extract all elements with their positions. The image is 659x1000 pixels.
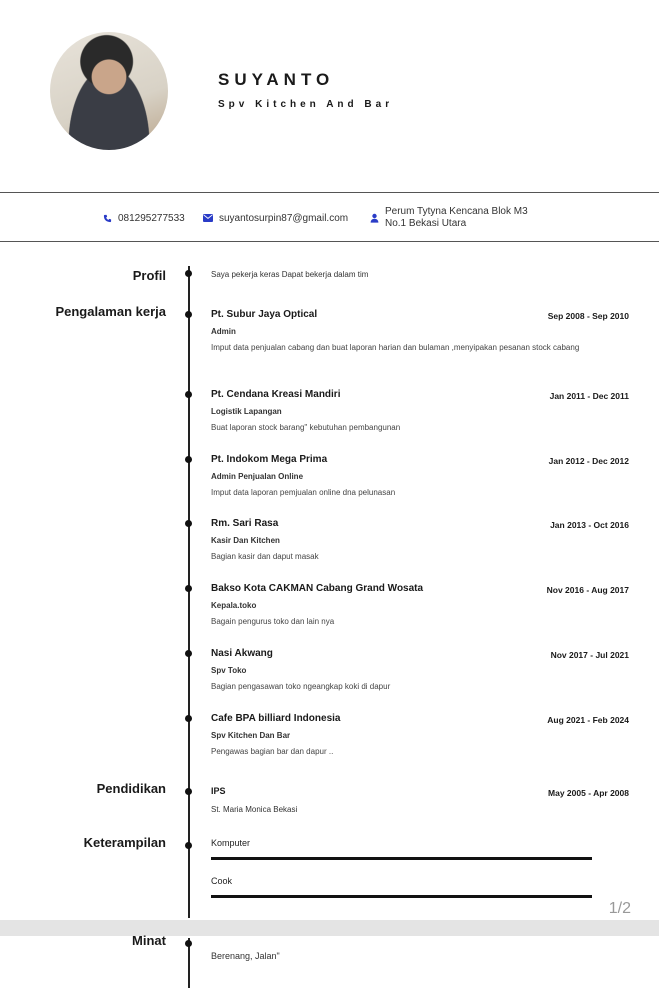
timeline-dot-skills bbox=[185, 842, 192, 849]
contact-phone bbox=[103, 193, 185, 243]
skill-name: Cook bbox=[211, 876, 233, 886]
experience-dates: Nov 2016 - Aug 2017 bbox=[546, 585, 629, 595]
skill-level-bar bbox=[211, 895, 592, 898]
timeline-dot-education bbox=[185, 788, 192, 795]
timeline-dot-experience bbox=[185, 650, 192, 657]
profile-photo bbox=[50, 32, 168, 150]
experience-dates: Jan 2011 - Dec 2011 bbox=[549, 391, 629, 401]
experience-description: Imput data penjualan cabang dan buat laporan harian dan bulaman ,menyipakan pesanan stock cabang bbox=[211, 343, 580, 352]
experience-company: Nasi Akwang bbox=[211, 648, 273, 659]
experience-company: Rm. Sari Rasa bbox=[211, 518, 279, 529]
address-line-1: Perum Tytyna Kencana Blok M3 bbox=[385, 206, 528, 217]
email-address: suyantosurpin87@gmail.com bbox=[219, 212, 349, 224]
experience-dates: Jan 2013 - Oct 2016 bbox=[550, 520, 629, 530]
timeline-dot-experience bbox=[185, 715, 192, 722]
timeline-dot-experience bbox=[185, 391, 192, 398]
page-number: 1/2 bbox=[608, 900, 631, 917]
timeline-dot-experience bbox=[185, 585, 192, 592]
experience-description: Buat laporan stock barang" kebutuhan pembangunan bbox=[211, 423, 401, 432]
phone-number: 081295277533 bbox=[118, 212, 185, 224]
timeline-dot-experience bbox=[185, 456, 192, 463]
experience-description: Bagain pengurus toko dan lain nya bbox=[211, 617, 335, 626]
skill-level-bar bbox=[211, 857, 592, 860]
experience-dates: Aug 2021 - Feb 2024 bbox=[547, 715, 629, 725]
education-school: St. Maria Monica Bekasi bbox=[211, 805, 298, 814]
experience-role: Spv Toko bbox=[211, 666, 247, 675]
experience-description: Imput data laporan pemjualan online dna pelunasan bbox=[211, 488, 396, 497]
experience-company: Bakso Kota CAKMAN Cabang Grand Wosata bbox=[211, 583, 424, 594]
candidate-name: SUYANTO bbox=[218, 70, 335, 89]
phone-icon bbox=[103, 214, 112, 223]
timeline-dot-experience bbox=[185, 311, 192, 318]
page-separator bbox=[0, 920, 659, 936]
experience-role: Kepala.toko bbox=[211, 601, 257, 610]
timeline-dot-profile bbox=[185, 270, 192, 277]
experience-description: Bagian pengasawan toko ngeangkap koki di dapur bbox=[211, 682, 391, 691]
timeline-dot-interests bbox=[185, 940, 192, 947]
interests-text: Berenang, Jalan" bbox=[211, 951, 280, 961]
education-dates: May 2005 - Apr 2008 bbox=[548, 788, 629, 798]
resume-header bbox=[0, 0, 659, 192]
timeline-line bbox=[188, 266, 190, 918]
experience-company: Pt. Cendana Kreasi Mandiri bbox=[211, 389, 341, 400]
candidate-job-title: Spv Kitchen And Bar bbox=[218, 99, 394, 110]
location-icon bbox=[370, 213, 379, 223]
experience-company: Pt. Subur Jaya Optical bbox=[211, 309, 318, 320]
contact-address bbox=[370, 193, 528, 243]
section-label-interests: Minat bbox=[132, 933, 166, 948]
address-text bbox=[385, 206, 528, 230]
timeline-dot-experience bbox=[185, 520, 192, 527]
experience-role: Admin Penjualan Online bbox=[211, 472, 304, 481]
experience-role: Admin bbox=[211, 327, 236, 336]
experience-dates: Sep 2008 - Sep 2010 bbox=[547, 311, 629, 321]
experience-company: Cafe BPA billiard Indonesia bbox=[211, 713, 341, 724]
section-label-experience: Pengalaman kerja bbox=[55, 304, 166, 319]
section-label-education: Pendidikan bbox=[96, 781, 166, 796]
skill-name: Komputer bbox=[211, 838, 251, 848]
experience-role: Logistik Lapangan bbox=[211, 407, 282, 416]
experience-dates: Nov 2017 - Jul 2021 bbox=[550, 650, 629, 660]
address-line-2: No.1 Bekasi Utara bbox=[385, 218, 467, 229]
experience-description: Pengawas bagian bar dan dapur .. bbox=[211, 747, 334, 756]
profile-text: Saya pekerja keras Dapat bekerja dalam tim bbox=[211, 270, 369, 279]
education-degree: IPS bbox=[211, 786, 226, 796]
email-icon bbox=[203, 214, 213, 222]
experience-description: Bagian kasir dan daput masak bbox=[211, 552, 319, 561]
experience-role: Kasir Dan Kitchen bbox=[211, 536, 280, 545]
experience-company: Pt. Indokom Mega Prima bbox=[211, 454, 328, 465]
section-label-profile: Profil bbox=[132, 268, 166, 283]
contact-email bbox=[203, 193, 348, 243]
section-label-skills: Keterampilan bbox=[83, 835, 166, 850]
contact-bar bbox=[0, 192, 659, 242]
experience-dates: Jan 2012 - Dec 2012 bbox=[548, 456, 629, 466]
experience-role: Spv Kitchen Dan Bar bbox=[211, 731, 291, 740]
